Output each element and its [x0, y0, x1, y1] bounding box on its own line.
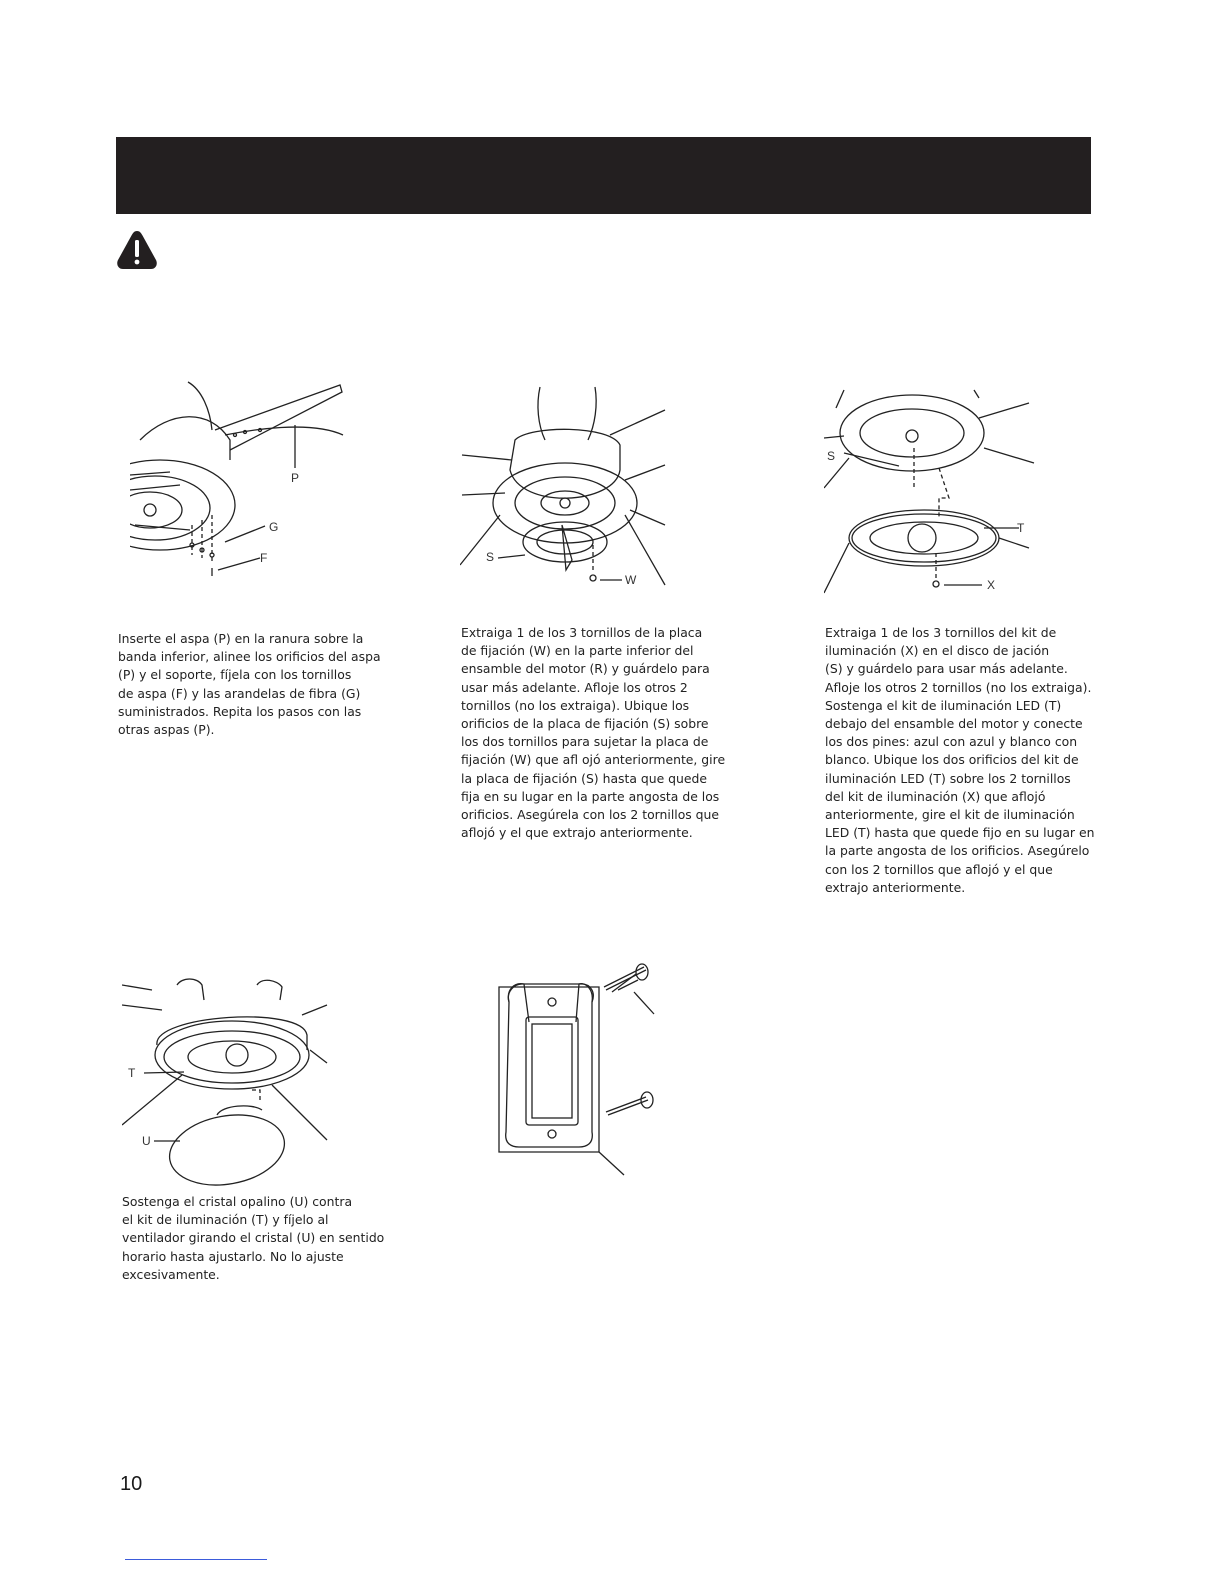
page-number: 10 [120, 1473, 143, 1495]
section-header-bar [116, 137, 1091, 214]
warning-icon [115, 229, 159, 271]
footer-rule [125, 1559, 267, 1560]
figure-2-mounting-plate [460, 385, 670, 595]
callout-g: G [269, 520, 279, 534]
figure-5-switch-bracket [494, 962, 664, 1177]
callout-x: X [987, 578, 996, 592]
callout-w: W [625, 573, 637, 587]
callout-t: T [1017, 521, 1025, 535]
callout-t: T [128, 1066, 136, 1080]
callout-u: U [142, 1134, 151, 1148]
callout-s: S [827, 449, 836, 463]
figure-4-glass-cover [122, 975, 332, 1190]
figure-3-caption: Extraiga 1 de los 3 tornillos del kit de iluminación (X) en el disco de jación (S) y guárdelo para usar más adelante. Afloje los otros 2 tornillos (no los extraiga). Sostenga el kit de iluminación LED (T) debajo del ensamble del motor y conecte los dos pines: azul con azul y blanco con blanco. Ubique los dos orificios del kit de iluminación LED (T) sobre los 2 tornillos del kit de iluminación (X) que aflojó anteriormente, gire el kit de iluminación LED (T) hasta que quede fijo en su lugar en la parte angosta de los orificios. Asegúrelo con los 2 tornillos que aflojó y el que extrajo anteriormente. [825, 625, 1095, 895]
callout-f: F [260, 551, 268, 565]
figure-4-caption: Sostenga el cristal opalino (U) contra el kit de iluminación (T) y fíjelo al ventilador girando el cristal (U) en sentido horario hasta ajustarlo. No lo ajuste excesivamente. [122, 1194, 385, 1282]
callout-s: S [486, 550, 495, 564]
figure-3-light-kit [824, 388, 1040, 598]
figure-1-caption: Inserte el aspa (P) en la ranura sobre la banda inferior, alinee los orificios del aspa (P) y el soporte, fíjela con los tornillos de aspa (F) y las arandelas de fibra (G) suministrados. Repita los pasos con las otras aspas (P). [118, 631, 381, 738]
callout-p: P [291, 471, 300, 485]
figure-1-blade-attach [130, 380, 370, 590]
figure-2-caption: Extraiga 1 de los 3 tornillos de la placa de fijación (W) en la parte inferior del ensamble del motor (R) y guárdelo para usar más adelante. Afloje los otros 2 tornillos (no los extraiga). Ubique los orificios de la placa de fijación (S) sobre los dos tornillos para sujetar la placa de fijación (W) que afl ojó anteriormente, gire la placa de fijación (S) hasta que quede fija en su lugar en la parte angosta de los orificios. Asegúrela con los 2 tornillos que aflojó y el que extrajo anteriormente. [461, 625, 726, 841]
